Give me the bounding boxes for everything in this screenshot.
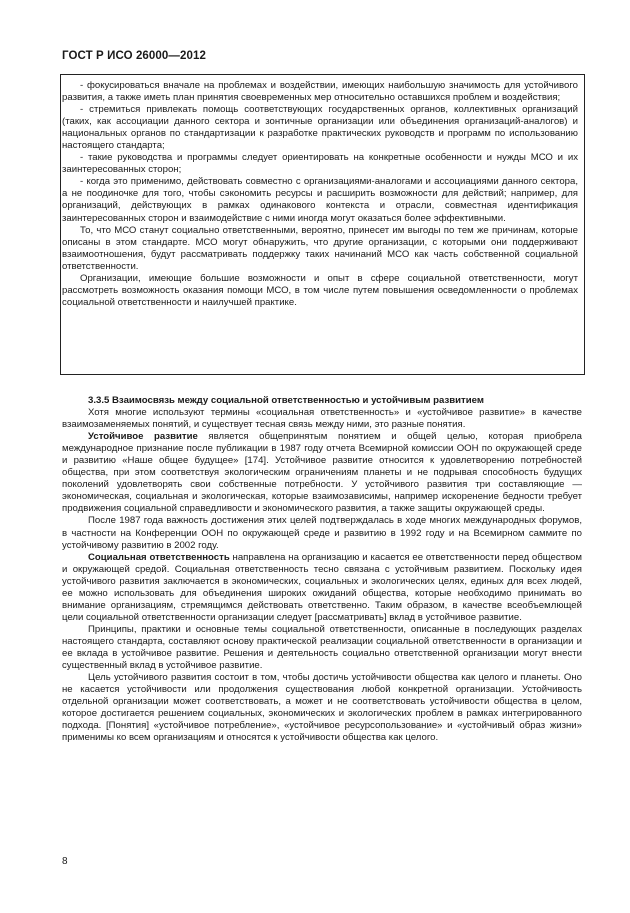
box-paragraph-2: - стремиться привлекать помощь соответствующих государственных органов, коллективных организаций (таких, как ассоциации данного сектора и зонтичные организации или объединения организаций-аналогов) и национальных органов по стандартизации к разработке практических руководств и программ по использованию настоящего стандарта; — [62, 104, 578, 152]
term-social-responsibility: Социальная ответственность — [88, 551, 230, 563]
document-header: ГОСТ Р ИСО 26000—2012 — [62, 50, 207, 62]
page-number: 8 — [62, 856, 68, 867]
paragraph-2 — [62, 431, 582, 515]
box-paragraph-4: - когда это применимо, действовать совместно с организациями-аналогами и ассоциациями данного сектора, а не поодиночке для того, чтобы сэкономить ресурсы и расширить возможности для действий; например, для организаций, действующих в рамках одинакового контекста и отрасли, совместная идентификация заинтересованных сторон и взаимодействие с ними иногда могут оказаться более эффективными. — [62, 176, 578, 224]
section-body — [62, 395, 582, 744]
paragraph-1: Хотя многие используют термины «социальная ответственность» и «устойчивое развитие» в качестве взаимозаменяемых понятий, и существует тесная связь между ними, это разные понятия. — [62, 407, 582, 431]
paragraph-4-text: направлена на организацию и касается ее ответственности перед обществом и окружающей средой. Социальная ответственность тесно связана с устойчивым развитием. Поскольку идея устойчивого развития заключается в экономических, социальных и экологических целях, единых для всех людей, ее можно использовать для объединения широких ожиданий общества, которые необходимо принимать во внимание организациям, стремящимся действовать ответственно. Таким образом, в качестве всеобъемлющей цели социальной ответственности организации следует [рассматривать] вклад в устойчивое развитие. — [62, 551, 582, 623]
box-paragraph-5: То, что МСО станут социально ответственными, вероятно, принесет им выгоды по тем же причинам, которые описаны в этом стандарте. МСО могут обнаружить, что другие организации, с которыми они поддерживают взаимоотношения, будут рассматривать поддержку таких начинаний МСО как часть собственной социальной ответственности. — [62, 224, 578, 272]
box-paragraph-6: Организации, имеющие большие возможности и опыт в сфере социальной ответственности, могут рассмотреть возможность оказания помощи МСО, в том числе путем повышения осведомленности о проблемах социальной ответственности и наилучшей практике. — [62, 272, 578, 308]
paragraph-3: После 1987 года важность достижения этих целей подтверждалась в ходе многих международных форумов, в частности на Конференции ООН по окружающей среде и развитию в 1992 году и на Всемирном саммите по устойчивому развитию в 2002 году. — [62, 515, 582, 551]
boxed-note — [62, 80, 578, 309]
term-sustainable-development: Устойчивое развитие — [88, 431, 198, 443]
paragraph-2-text: является общепринятым понятием и общей целью, которая приобрела международное признание после публикации в 1987 году отчета Всемирной комиссии ООН по окружающей среде и развитию «Наше общее будущее» [174]. Устойчивое развитие относится к удовлетворению потребностей общества, при этом соответствуя экологическим ограничениям планеты и не подрывая способность будущих поколений удовлетворять свои собственные потребности. У устойчивого развития три составляющие — экономическая, социальная и экологическая, которые взаимозависимы, например искоренение бедности требует продвижения социальной справедливости и экономического развития, а также защиты окружающей среды. — [62, 431, 582, 515]
box-paragraph-1: - фокусироваться вначале на проблемах и воздействии, имеющих наибольшую значимость для устойчивого развития, а также иметь план принятия своевременных мер относительно оставшихся проблем и воздействия; — [62, 80, 578, 104]
paragraph-6: Цель устойчивого развития состоит в том, чтобы достичь устойчивости общества как целого и планеты. Оно не касается устойчивости или продолжения существования любой конкретной организации. Устойчивость отдельной организации может соответствовать, а может и не соответствовать устойчивости общества в целом, которое достигается решением социальных, экономических и экологических проблем в рамках интегрированного подхода. [Понятия] «устойчивое потребление», «устойчивое ресурсопользование» и «устойчивый образ жизни» применимы ко всем организациям и относятся к устойчивости общества как целого. — [62, 672, 582, 744]
paragraph-4 — [62, 552, 582, 624]
section-heading: 3.3.5 Взаимосвязь между социальной ответственностью и устойчивым развитием — [88, 395, 484, 406]
paragraph-5: Принципы, практики и основные темы социальной ответственности, описанные в последующих разделах настоящего стандарта, составляют основу практической реализации социальной ответственности в организации и ее вклада в устойчивое развитие. Решения и деятельность социально ответственной организации могут внести существенный вклад в устойчивое развитие. — [62, 623, 582, 672]
box-paragraph-3: - такие руководства и программы следует ориентировать на конкретные особенности и нужды МСО и их заинтересованных сторон; — [62, 152, 578, 176]
